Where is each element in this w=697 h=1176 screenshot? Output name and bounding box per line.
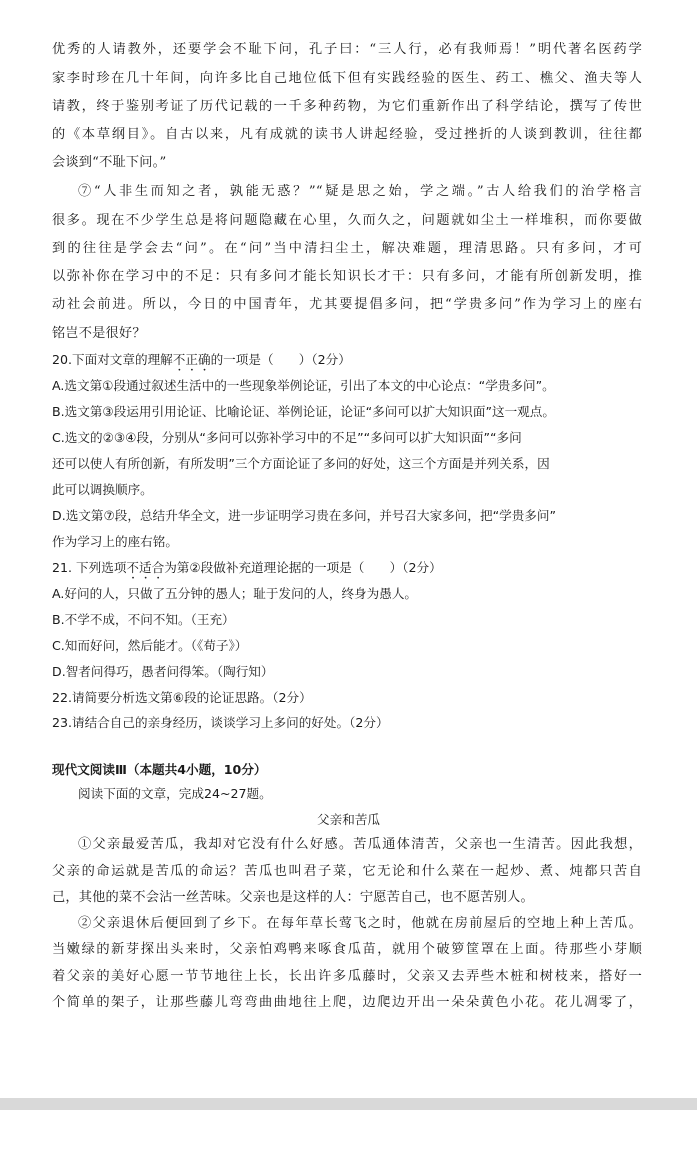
article-paragraph-1-line: 己，其他的菜不会沾一丝苦味。父亲也是这样的人：宁愿苦自己，也不愿苦别人。 bbox=[52, 890, 534, 905]
passage-line: 优秀的人请教外，还要学会不耻下问，孔子曰：“三人行，必有我师焉！”明代著名医药学 bbox=[52, 42, 642, 57]
passage-line: 的《本草纲目》。自古以来，凡有成就的读书人讲起经验，受过挫折的人谈到教训，往往都 bbox=[52, 127, 642, 142]
passage-line: 请教，终于鉴别考证了历代记载的一千多种药物，为它们重新作出了科学结论，撰写了传世 bbox=[52, 99, 642, 114]
question-20-option-c: C.选文的②③④段，分别从“多问可以弥补学习中的不足”“多问可以扩大知识面”“多问 bbox=[52, 430, 522, 445]
emphasis-not-suitable: 不适合 bbox=[126, 560, 165, 575]
question-20-option-a: A.选文第①段通过叙述生活中的一些现象举例论证，引出了本文的中心论点：“学贵多问”。 bbox=[52, 378, 555, 393]
section-heading: 现代文阅读Ⅲ（本题共4小题，10分） bbox=[52, 762, 267, 777]
question-21-option-d: D.智者问得巧，愚者问得笨。（陶行知） bbox=[52, 664, 274, 679]
question-20-option-c-cont: 还可以使人有所创新，有所发明”三个方面论证了多问的好处，这三个方面是并列关系，因 bbox=[52, 456, 550, 471]
article-paragraph-2-line: 个简单的架子，让那些藤儿弯弯曲曲地往上爬，边爬边开出一朵朵黄色小花。花儿凋零了， bbox=[52, 995, 642, 1010]
passage-line: 家李时珍在几十年间，向许多比自己地位低下但有实践经验的医生、药工、樵父、渔夫等人 bbox=[52, 71, 642, 86]
article-paragraph-2-line: ②父亲退休后便回到了乡下。在每年草长莺飞之时，他就在房前屋后的空地上种上苦瓜。 bbox=[78, 916, 642, 931]
page-divider bbox=[0, 1098, 697, 1110]
article-paragraph-1-line: ①父亲最爱苦瓜，我却对它没有什么好感。苦瓜通体清苦，父亲也一生清苦。因此我想， bbox=[78, 837, 642, 852]
section-instruction: 阅读下面的文章，完成24~27题。 bbox=[78, 786, 272, 801]
paragraph-7-line: 很多。现在不少学生总是将问题隐藏在心里，久而久之，问题就如尘土一样堆积，而你要做 bbox=[52, 213, 642, 228]
article-paragraph-2-line: 当嫩绿的新芽探出头来时，父亲怕鸡鸭来啄食瓜苗，就用个破箩筐罩在上面。待那些小芽顺 bbox=[52, 942, 642, 957]
paragraph-7-line: 到的往往是学会去“问”。在“问”当中清扫尘土，解决难题，理清思路。只有多问，才可 bbox=[52, 241, 642, 256]
question-20-option-c-cont: 此可以调换顺序。 bbox=[52, 482, 153, 497]
question-21-option-a: A.好问的人，只做了五分钟的愚人；耻于发问的人，终身为愚人。 bbox=[52, 586, 418, 601]
article-title: 父亲和苦瓜 bbox=[317, 812, 380, 827]
question-20-option-d-cont: 作为学习上的座右铭。 bbox=[52, 534, 178, 549]
paragraph-7-line: 以弥补你在学习中的不足：只有多问才能长知识长才干：只有多问，才能有所创新发明，推 bbox=[52, 269, 642, 284]
question-20-stem: 20.下面对文章的理解不正确的一项是（ ）（2分） bbox=[52, 352, 351, 367]
question-22: 22.请简要分析选文第⑥段的论证思路。（2分） bbox=[52, 690, 312, 705]
blank-area bbox=[0, 1110, 697, 1176]
question-21-stem: 21. 下列选项不适合为第②段做补充道理论据的一项是（ ）（2分） bbox=[52, 560, 442, 575]
question-21-option-c: C.知而好问，然后能才。（《荀子》） bbox=[52, 638, 248, 653]
paragraph-7-line: 铭岂不是很好？ bbox=[52, 326, 146, 341]
question-20-option-b: B.选文第③段运用引用论证、比喻论证、举例论证，论证“多问可以扩大知识面”这一观点。 bbox=[52, 404, 555, 419]
paragraph-7-line: ⑦“人非生而知之者，孰能无惑？”“疑是思之始，学之端。”古人给我们的治学格言 bbox=[78, 184, 642, 199]
question-21-option-b: B.不学不成，不问不知。（王充） bbox=[52, 612, 235, 627]
question-23: 23.请结合自己的亲身经历，谈谈学习上多问的好处。（2分） bbox=[52, 715, 389, 730]
article-paragraph-1-line: 父亲的命运就是苦瓜的命运？苦瓜也叫君子菜，它无论和什么菜在一起炒、煮、炖都只苦自 bbox=[52, 864, 642, 879]
emphasis-not-correct: 不正确 bbox=[172, 352, 211, 367]
paragraph-7-line: 动社会前进。所以，今日的中国青年，尤其要提倡多问，把“学贵多问”作为学习上的座右 bbox=[52, 297, 642, 312]
question-20-option-d: D.选文第⑦段，总结升华全文，进一步证明学习贵在多问，并号召大家多问，把“学贵多问” bbox=[52, 508, 557, 523]
article-paragraph-2-line: 着父亲的美好心愿一节节地往上长，长出许多瓜藤时，父亲又去弄些木桩和树枝来，搭好一 bbox=[52, 969, 642, 984]
passage-line: 会谈到“不耻下问。” bbox=[52, 155, 167, 170]
